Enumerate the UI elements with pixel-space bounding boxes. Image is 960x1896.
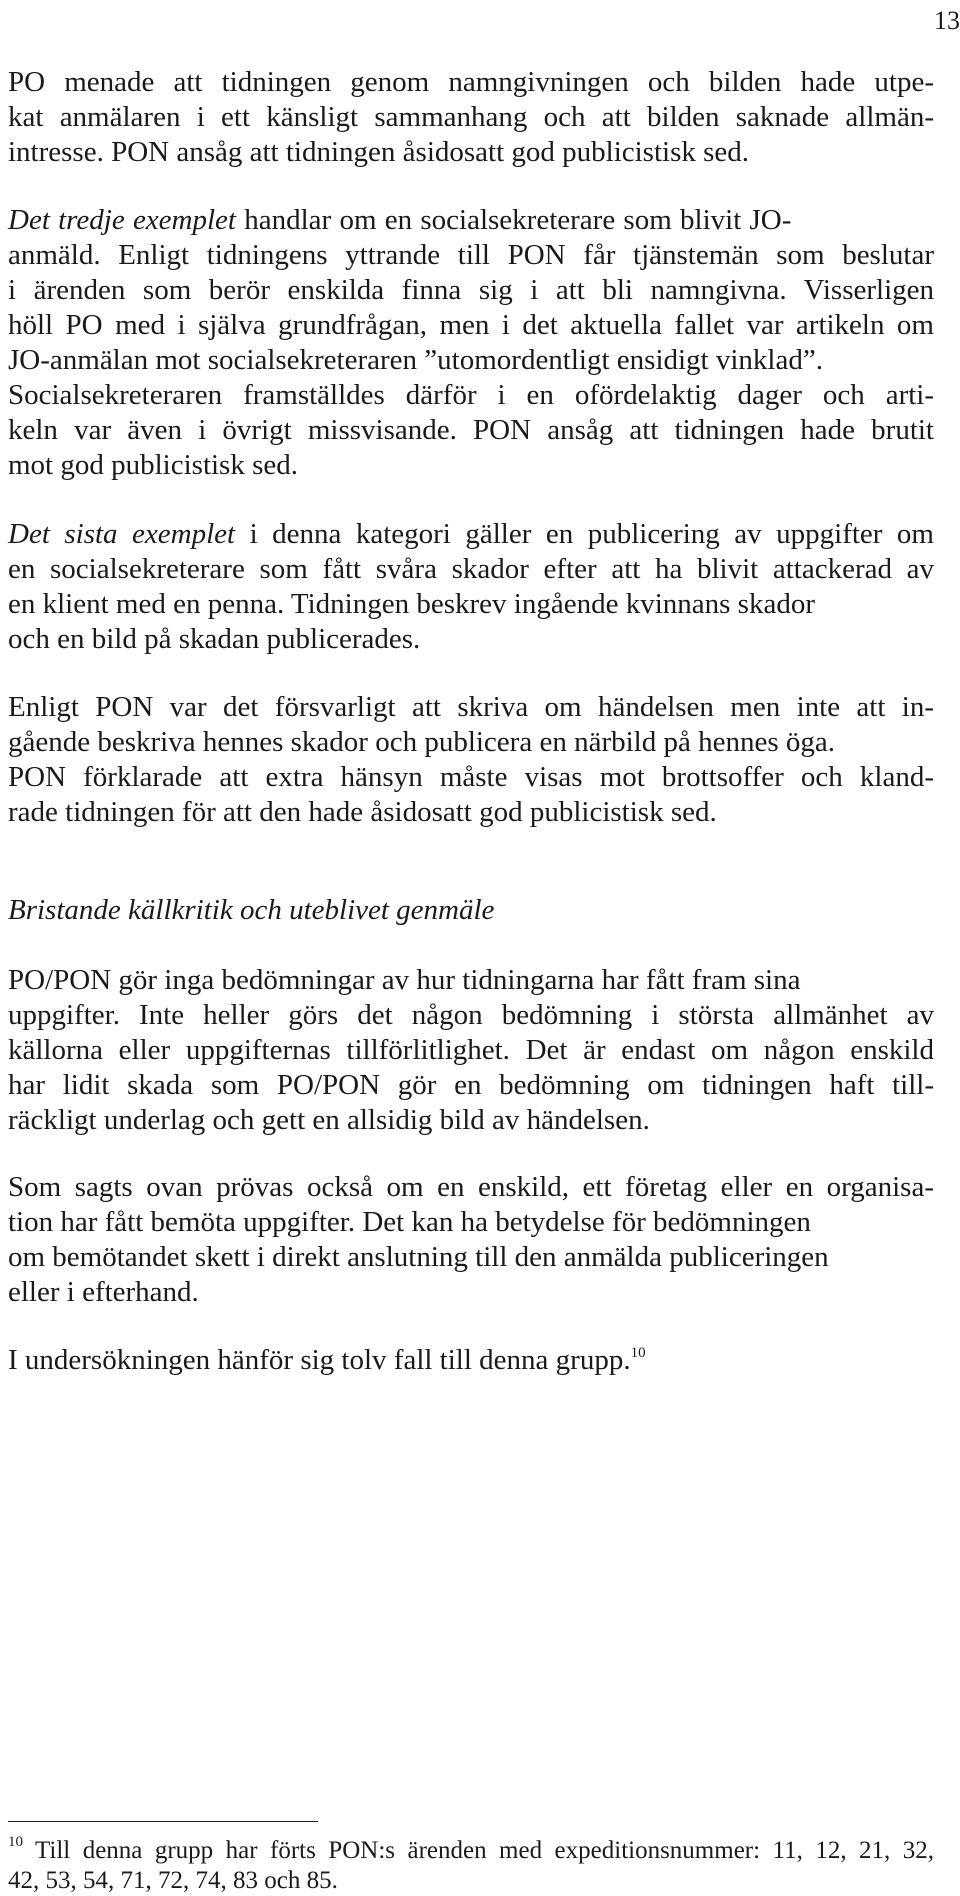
paragraph-1-line-1: PO menade att tidningen genom namngivningen och bilden hade utpe- xyxy=(8,66,934,98)
paragraph-2-line-5: JO-anmälan mot socialsekreteraren ”utomordentligt ensidigt vinklad”. xyxy=(8,344,823,376)
paragraph-3-line-2: en socialsekreterare som fått svåra skador efter att ha blivit attackerad av xyxy=(8,553,934,585)
footnote-marker: 10 xyxy=(8,1834,23,1850)
footnote-line-2: 42, 53, 54, 71, 72, 74, 83 och 85. xyxy=(8,1867,338,1894)
footnote-divider xyxy=(8,1821,318,1822)
paragraph-4-line-2: gående beskriva hennes skador och publicera en närbild på hennes öga. xyxy=(8,726,835,758)
footnote-line-1 xyxy=(8,1836,934,1866)
paragraph-2-line-4: höll PO med i själva grundfrågan, men i det aktuella fallet var artikeln om xyxy=(8,309,934,341)
paragraph-4-line-4: rade tidningen för att den hade åsidosatt god publicistisk sed. xyxy=(8,796,717,828)
paragraph-4-line-1: Enligt PON var det försvarligt att skriva om händelsen men inte att in- xyxy=(8,691,934,723)
paragraph-5-line-1: PO/PON gör inga bedömningar av hur tidningarna har fått fram sina xyxy=(8,964,801,996)
paragraph-5-line-2: uppgifter. Inte heller görs det någon bedömning i största allmänhet av xyxy=(8,999,934,1031)
paragraph-2-line-1-text: handlar om en socialsekreterare som blivit JO- xyxy=(235,204,792,236)
paragraph-1-line-2: kat anmälaren i ett känsligt sammanhang och att bilden saknade allmän- xyxy=(8,101,934,133)
paragraph-2-line-2: anmäld. Enligt tidningens yttrande till PON får tjänstemän som beslutar xyxy=(8,239,934,271)
paragraph-7 xyxy=(8,1343,646,1377)
paragraph-3-line-3: en klient med en penna. Tidningen beskrev ingående kvinnans skador xyxy=(8,588,816,620)
section-heading: Bristande källkritik och uteblivet genmäle xyxy=(8,894,495,926)
paragraph-6-line-3: om bemötandet skett i direkt anslutning till den anmälda publiceringen xyxy=(8,1241,829,1273)
paragraph-6-line-4: eller i efterhand. xyxy=(8,1276,199,1308)
paragraph-6-line-1: Som sagts ovan prövas också om en enskild, ett företag eller en organisa- xyxy=(8,1171,934,1203)
paragraph-2-line-3: i ärenden som berör enskilda finna sig i att bli namngivna. Visserligen xyxy=(8,274,934,306)
example-label: Det sista exemplet xyxy=(8,518,236,550)
page-number: 13 xyxy=(934,6,960,35)
paragraph-6-line-2: tion har fått bemöta uppgifter. Det kan ha betydelse för bedömningen xyxy=(8,1206,811,1238)
example-label: Det tredje exemplet xyxy=(8,204,236,236)
paragraph-2-line-8: mot god publicistisk sed. xyxy=(8,449,298,481)
paragraph-3-line-1 xyxy=(8,517,934,551)
paragraph-2-line-7: keln var även i övrigt missvisande. PON ansåg att tidningen hade brutit xyxy=(8,414,934,446)
paragraph-4-line-3: PON förklarade att extra hänsyn måste visas mot brottsoffer och kland- xyxy=(8,761,934,793)
paragraph-7-text: I undersökningen hänför sig tolv fall till denna grupp. xyxy=(8,1344,631,1376)
paragraph-2-line-6: Socialsekreteraren framställdes därför i en ofördelaktig dager och arti- xyxy=(8,379,934,411)
footnote-text: Till denna grupp har förts PON:s ärenden med expeditionsnummer: 11, 12, 21, 32, xyxy=(23,1837,934,1864)
paragraph-5-line-5: räckligt underlag och gett en allsidig bild av händelsen. xyxy=(8,1104,650,1136)
footnote-reference[interactable]: 10 xyxy=(630,1345,646,1361)
paragraph-2-line-1 xyxy=(8,203,791,237)
paragraph-3-line-4: och en bild på skadan publicerades. xyxy=(8,623,421,655)
paragraph-3-line-1-text: i denna kategori gäller en publicering av uppgifter om xyxy=(235,518,934,550)
paragraph-5-line-4: har lidit skada som PO/PON gör en bedömning om tidningen haft till- xyxy=(8,1069,934,1101)
paragraph-1-line-3: intresse. PON ansåg att tidningen åsidosatt god publicistisk sed. xyxy=(8,136,750,168)
paragraph-5-line-3: källorna eller uppgifternas tillförlitlighet. Det är endast om någon enskild xyxy=(8,1034,934,1066)
